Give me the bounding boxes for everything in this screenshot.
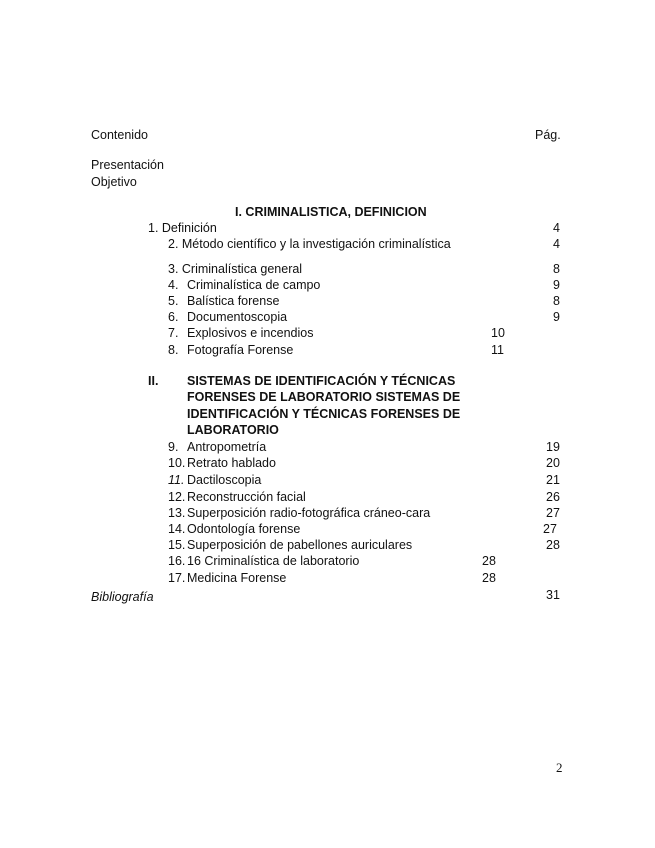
toc-entry-text: Documentoscopia [187, 310, 288, 324]
toc-entry-page: 21 [546, 473, 560, 487]
toc-entry-text: Odontología forense [187, 522, 301, 536]
toc-entry-page: 28 [546, 538, 560, 552]
toc-entry-page: 19 [546, 440, 560, 454]
page-column-heading: Pág. [535, 128, 561, 142]
section-2-number: II. [148, 374, 159, 388]
toc-entry-text: Medicina Forense [187, 571, 287, 585]
toc-entry-number: 13. [168, 506, 186, 520]
toc-entry-label: 3. Criminalística general [168, 262, 303, 276]
toc-entry-page: 27 [543, 522, 557, 536]
section-2-title-line: FORENSES DE LABORATORIO SISTEMAS DE [187, 390, 461, 404]
toc-entry-number: 14. [168, 522, 186, 536]
section-1-title: I. CRIMINALISTICA, DEFINICION [235, 205, 427, 219]
toc-entry-page: 8 [553, 294, 560, 308]
toc-entry-number: 4. [168, 278, 179, 292]
toc-entry-text: Criminalística de campo [187, 278, 321, 292]
toc-entry-page: 4 [553, 221, 560, 235]
toc-objective: Objetivo [91, 175, 137, 189]
toc-entry-text: Dactiloscopia [187, 473, 262, 487]
page-number: 2 [556, 760, 563, 775]
toc-entry-page: 31 [546, 588, 560, 602]
toc-entry-number: 12. [168, 490, 186, 504]
toc-entry-page: 27 [546, 506, 560, 520]
toc-entry-text: Fotografía Forense [187, 343, 294, 357]
section-2-title-line: IDENTIFICACIÓN Y TÉCNICAS FORENSES DE [187, 407, 461, 421]
toc-entry-text: 16 Criminalística de laboratorio [187, 554, 360, 568]
section-2-title-line: LABORATORIO [187, 423, 279, 437]
toc-entry-text: Balística forense [187, 294, 280, 308]
toc-bibliography: Bibliografía [91, 590, 154, 604]
toc-entry-label: 1. Definición [148, 221, 217, 235]
toc-entry-page: 20 [546, 456, 560, 470]
toc-presentation: Presentación [91, 158, 164, 172]
contents-heading: Contenido [91, 128, 148, 142]
toc-entry-text: Retrato hablado [187, 456, 276, 470]
toc-entry-number: 15. [168, 538, 186, 552]
toc-entry-number: 7. [168, 326, 179, 340]
toc-entry-number: 17. [168, 571, 186, 585]
toc-entry-label: 2. Método científico y la investigación criminalística [168, 237, 451, 251]
toc-entry-page: 4 [553, 237, 560, 251]
toc-entry-number: 11. [168, 473, 185, 487]
toc-entry-number: 9. [168, 440, 179, 454]
toc-entry-page: 11 [491, 343, 504, 357]
toc-entry-number: 10. [168, 456, 186, 470]
toc-entry-page: 28 [482, 571, 496, 585]
toc-entry-page: 8 [553, 262, 560, 276]
toc-entry-page: 10 [491, 326, 505, 340]
section-2-title-line: SISTEMAS DE IDENTIFICACIÓN Y TÉCNICAS [187, 374, 456, 388]
toc-entry-page: 9 [553, 278, 560, 292]
toc-entry-text: Superposición radio-fotográfica cráneo-cara [187, 506, 431, 520]
toc-entry-number: 8. [168, 343, 179, 357]
toc-entry-number: 16. [168, 554, 186, 568]
toc-entry-text: Antropometría [187, 440, 267, 454]
toc-entry-page: 28 [482, 554, 496, 568]
toc-entry-page: 26 [546, 490, 560, 504]
toc-entry-text: Reconstrucción facial [187, 490, 306, 504]
toc-entry-page: 9 [553, 310, 560, 324]
toc-entry-number: 6. [168, 310, 179, 324]
toc-entry-number: 5. [168, 294, 179, 308]
toc-entry-text: Superposición de pabellones auriculares [187, 538, 413, 552]
toc-entry-text: Explosivos e incendios [187, 326, 314, 340]
